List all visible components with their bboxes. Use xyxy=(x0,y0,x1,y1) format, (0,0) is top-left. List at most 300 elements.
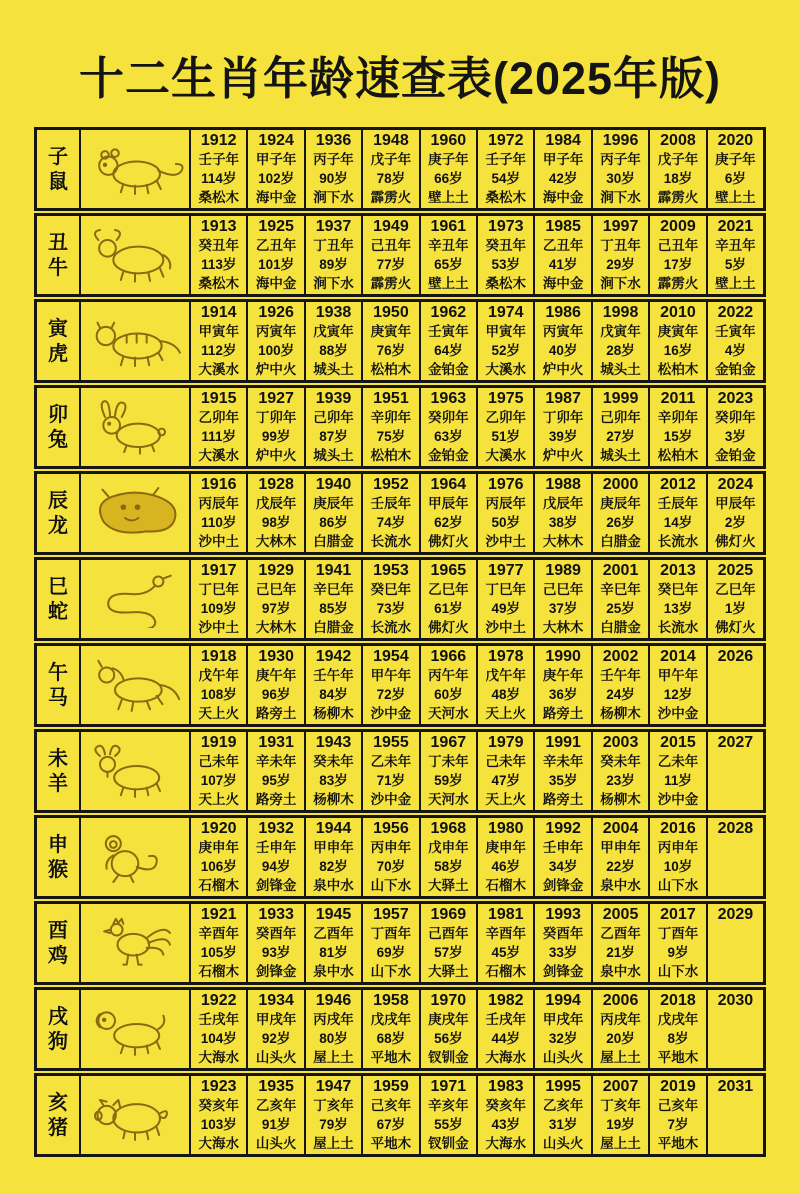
age-value: 105岁 xyxy=(200,945,237,960)
ganzhi-year-label: 辛巳年 xyxy=(600,582,641,597)
year-value: 2002 xyxy=(602,648,639,665)
age-value: 20岁 xyxy=(606,1031,635,1046)
year-value: 1961 xyxy=(430,218,467,235)
year-value: 1978 xyxy=(487,648,524,665)
year-value: 1982 xyxy=(487,992,524,1009)
zodiac-branch-char: 亥 xyxy=(48,1091,68,1114)
year-cell xyxy=(191,474,248,552)
year-cell xyxy=(535,560,592,638)
age-value: 62岁 xyxy=(434,515,463,530)
nayin-element-label: 霹雳火 xyxy=(370,276,412,291)
year-value: 1950 xyxy=(373,304,409,321)
year-value: 1949 xyxy=(373,218,409,235)
year-cell xyxy=(478,1076,535,1154)
zodiac-name-label xyxy=(37,216,81,294)
nayin-element-label: 白腊金 xyxy=(313,620,354,635)
nayin-element-label: 壁上土 xyxy=(428,276,469,291)
age-value: 80岁 xyxy=(319,1031,348,1046)
age-value: 29岁 xyxy=(606,257,635,272)
nayin-element-label: 石榴木 xyxy=(198,878,239,893)
nayin-element-label: 城头土 xyxy=(600,362,641,377)
zodiac-name-label xyxy=(37,560,81,638)
age-value: 39岁 xyxy=(548,429,578,444)
nayin-element-label: 天上火 xyxy=(485,792,526,807)
nayin-element-label: 沙中金 xyxy=(370,792,412,807)
age-value: 37岁 xyxy=(548,601,578,616)
year-cell xyxy=(535,1076,592,1154)
age-value: 1岁 xyxy=(724,601,746,616)
year-cell xyxy=(191,130,248,208)
nayin-element-label: 壁上土 xyxy=(428,190,469,205)
year-value: 2003 xyxy=(602,734,639,751)
ganzhi-year-label: 甲寅年 xyxy=(198,324,239,339)
ganzhi-year-label: 甲子年 xyxy=(542,152,584,167)
nayin-element-label: 海中金 xyxy=(542,190,584,205)
age-value: 92岁 xyxy=(261,1031,291,1046)
year-value: 1999 xyxy=(602,390,639,407)
year-value: 1916 xyxy=(200,476,237,493)
year-value: 1913 xyxy=(200,218,237,235)
age-value: 55岁 xyxy=(434,1117,463,1132)
year-value: 1963 xyxy=(430,390,467,407)
zodiac-animal-char: 狗 xyxy=(48,1030,68,1053)
ganzhi-year-label: 己丑年 xyxy=(657,238,699,253)
nayin-element-label: 天上火 xyxy=(485,706,526,721)
nayin-element-label: 涧下水 xyxy=(313,276,354,291)
year-cell xyxy=(191,732,248,810)
year-value: 1973 xyxy=(487,218,524,235)
age-value: 41岁 xyxy=(548,257,578,272)
nayin-element-label: 山下水 xyxy=(657,878,699,893)
nayin-element-label: 沙中土 xyxy=(198,534,239,549)
ganzhi-year-label: 辛卯年 xyxy=(370,410,412,425)
nayin-element-label: 杨柳木 xyxy=(600,792,641,807)
year-value: 2005 xyxy=(602,906,639,923)
ganzhi-year-label: 庚寅年 xyxy=(657,324,699,339)
year-value: 1953 xyxy=(373,562,409,579)
age-value: 33岁 xyxy=(548,945,578,960)
year-value: 1962 xyxy=(430,304,467,321)
nayin-element-label: 平地木 xyxy=(657,1050,699,1065)
year-cell xyxy=(650,646,707,724)
zodiac-row xyxy=(34,213,766,297)
age-value: 112岁 xyxy=(201,343,237,358)
year-value: 1984 xyxy=(545,132,581,149)
zodiac-branch-char: 午 xyxy=(48,661,68,684)
year-cell xyxy=(191,302,248,380)
year-cell xyxy=(708,388,763,466)
tiger-icon xyxy=(81,302,191,380)
year-value: 1912 xyxy=(200,132,237,149)
ganzhi-year-label: 乙酉年 xyxy=(600,926,641,941)
year-cell xyxy=(363,388,420,466)
ganzhi-year-label: 癸未年 xyxy=(600,754,641,769)
age-value: 38岁 xyxy=(548,515,578,530)
year-cell xyxy=(306,130,363,208)
year-cell xyxy=(708,560,763,638)
year-cell xyxy=(248,1076,305,1154)
year-cell xyxy=(421,474,478,552)
ganzhi-year-label: 戊戌年 xyxy=(370,1012,412,1027)
age-value: 67岁 xyxy=(376,1117,406,1132)
ganzhi-year-label: 甲申年 xyxy=(600,840,641,855)
zodiac-animal-char: 猪 xyxy=(48,1116,68,1139)
nayin-element-label: 海中金 xyxy=(542,276,584,291)
zodiac-name-label xyxy=(37,474,81,552)
ganzhi-year-label: 甲寅年 xyxy=(485,324,526,339)
ganzhi-year-label: 丁亥年 xyxy=(313,1098,354,1113)
year-cell xyxy=(535,732,592,810)
nayin-element-label: 佛灯火 xyxy=(715,534,756,549)
year-cell xyxy=(306,1076,363,1154)
year-cell xyxy=(650,302,707,380)
year-cell xyxy=(708,216,763,294)
age-value: 4岁 xyxy=(724,343,746,358)
year-value: 1935 xyxy=(258,1078,294,1095)
age-value: 23岁 xyxy=(606,773,635,788)
year-cell xyxy=(708,474,763,552)
age-value: 58岁 xyxy=(434,859,463,874)
year-value: 2011 xyxy=(660,390,696,407)
year-value: 1965 xyxy=(430,562,467,579)
age-value: 49岁 xyxy=(491,601,520,616)
year-cell xyxy=(708,818,763,896)
zodiac-animal-char: 羊 xyxy=(48,772,68,795)
year-value: 2010 xyxy=(660,304,696,321)
nayin-element-label: 平地木 xyxy=(370,1136,412,1151)
year-cell xyxy=(593,990,650,1068)
year-cell xyxy=(593,732,650,810)
page-title: 十二生肖年龄速查表(2025年版) xyxy=(78,53,722,104)
age-value: 110岁 xyxy=(201,515,237,530)
age-value: 98岁 xyxy=(261,515,291,530)
year-value: 1986 xyxy=(545,304,581,321)
ganzhi-year-label: 庚辰年 xyxy=(600,496,641,511)
nayin-element-label: 金铂金 xyxy=(715,362,756,377)
zodiac-animal-char: 马 xyxy=(48,686,68,709)
year-value: 1970 xyxy=(430,992,467,1009)
year-value: 1930 xyxy=(258,648,294,665)
nayin-element-label: 金铂金 xyxy=(428,448,469,463)
year-value: 1996 xyxy=(602,132,639,149)
nayin-element-label: 沙中土 xyxy=(485,620,526,635)
nayin-element-label: 松柏木 xyxy=(657,362,699,377)
nayin-element-label: 长流水 xyxy=(657,620,699,635)
age-value: 100岁 xyxy=(258,343,295,358)
age-value: 11岁 xyxy=(664,773,692,788)
nayin-element-label: 长流水 xyxy=(370,534,412,549)
ganzhi-year-label: 癸巳年 xyxy=(657,582,699,597)
year-cell xyxy=(306,302,363,380)
year-cell xyxy=(535,302,592,380)
year-value: 1927 xyxy=(258,390,294,407)
nayin-element-label: 沙中土 xyxy=(485,534,526,549)
age-value: 76岁 xyxy=(376,343,406,358)
ganzhi-year-label: 乙丑年 xyxy=(255,238,297,253)
zodiac-animal-char: 牛 xyxy=(48,256,68,279)
age-value: 53岁 xyxy=(491,257,520,272)
year-cell xyxy=(478,732,535,810)
nayin-element-label: 金铂金 xyxy=(715,448,756,463)
year-cell xyxy=(363,474,420,552)
year-cell xyxy=(535,216,592,294)
zodiac-animal-char: 龙 xyxy=(48,514,68,537)
year-cell xyxy=(191,904,248,982)
year-cells xyxy=(191,818,763,896)
nayin-element-label: 桑松木 xyxy=(198,190,239,205)
zodiac-branch-char: 辰 xyxy=(48,489,68,512)
ganzhi-year-label: 癸丑年 xyxy=(485,238,526,253)
ganzhi-year-label: 庚寅年 xyxy=(370,324,412,339)
age-value: 101岁 xyxy=(258,257,295,272)
age-value: 66岁 xyxy=(434,171,463,186)
nayin-element-label: 金铂金 xyxy=(428,362,469,377)
age-value: 32岁 xyxy=(548,1031,578,1046)
year-value: 1975 xyxy=(487,390,524,407)
ganzhi-year-label: 乙未年 xyxy=(370,754,412,769)
age-value: 73岁 xyxy=(376,601,406,616)
age-value: 12岁 xyxy=(663,687,693,702)
year-cell xyxy=(363,646,420,724)
ganzhi-year-label: 己亥年 xyxy=(657,1098,699,1113)
ganzhi-year-label: 壬申年 xyxy=(255,840,297,855)
nayin-element-label: 钗钏金 xyxy=(428,1050,469,1065)
zodiac-row xyxy=(34,557,766,641)
ganzhi-year-label: 丙申年 xyxy=(370,840,412,855)
ganzhi-year-label: 戊辰年 xyxy=(542,496,584,511)
age-value: 22岁 xyxy=(606,859,635,874)
age-value: 95岁 xyxy=(261,773,291,788)
age-value: 91岁 xyxy=(261,1117,291,1132)
year-value: 1981 xyxy=(487,906,524,923)
nayin-element-label: 剑锋金 xyxy=(255,878,297,893)
nayin-element-label: 石榴木 xyxy=(485,964,526,979)
year-cell xyxy=(478,818,535,896)
ganzhi-year-label: 丙子年 xyxy=(313,152,354,167)
year-value: 2018 xyxy=(660,992,696,1009)
age-value: 99岁 xyxy=(261,429,291,444)
ganzhi-year-label: 己酉年 xyxy=(428,926,469,941)
year-cell xyxy=(248,388,305,466)
zodiac-row xyxy=(34,385,766,469)
nayin-element-label: 泉中水 xyxy=(600,878,641,893)
nayin-element-label: 杨柳木 xyxy=(313,706,354,721)
age-value: 10岁 xyxy=(663,859,693,874)
year-cell xyxy=(593,216,650,294)
age-value: 88岁 xyxy=(319,343,348,358)
nayin-element-label: 长流水 xyxy=(657,534,699,549)
year-value: 1937 xyxy=(315,218,352,235)
year-value: 1972 xyxy=(487,132,524,149)
year-value: 1952 xyxy=(373,476,409,493)
age-value: 51岁 xyxy=(491,429,520,444)
age-value: 2岁 xyxy=(724,515,746,530)
year-value: 1979 xyxy=(487,734,524,751)
age-value: 27岁 xyxy=(606,429,635,444)
ganzhi-year-label: 丙午年 xyxy=(428,668,469,683)
year-value: 1945 xyxy=(315,906,352,923)
nayin-element-label: 大林木 xyxy=(255,534,297,549)
zodiac-branch-char: 寅 xyxy=(48,317,68,340)
year-cell xyxy=(535,130,592,208)
year-cell xyxy=(650,904,707,982)
year-value: 2027 xyxy=(717,734,754,751)
nayin-element-label: 霹雳火 xyxy=(370,190,412,205)
year-value: 2031 xyxy=(717,1078,754,1095)
nayin-element-label: 山下水 xyxy=(370,964,412,979)
ganzhi-year-label: 己卯年 xyxy=(600,410,641,425)
ganzhi-year-label: 戊申年 xyxy=(428,840,469,855)
ox-icon xyxy=(81,216,191,294)
year-cell xyxy=(248,474,305,552)
age-value: 79岁 xyxy=(319,1117,348,1132)
year-cell xyxy=(248,302,305,380)
year-value: 1992 xyxy=(545,820,581,837)
zodiac-row xyxy=(34,815,766,899)
age-value: 9岁 xyxy=(667,945,689,960)
year-cells xyxy=(191,904,763,982)
ganzhi-year-label: 壬子年 xyxy=(485,152,526,167)
zodiac-row xyxy=(34,987,766,1071)
age-value: 63岁 xyxy=(434,429,463,444)
nayin-element-label: 杨柳木 xyxy=(600,706,641,721)
ganzhi-year-label: 丁酉年 xyxy=(370,926,412,941)
nayin-element-label: 路旁土 xyxy=(542,792,584,807)
year-cells xyxy=(191,474,763,552)
nayin-element-label: 天河水 xyxy=(428,706,469,721)
year-value: 1939 xyxy=(315,390,352,407)
ganzhi-year-label: 丁丑年 xyxy=(313,238,354,253)
year-cell xyxy=(478,904,535,982)
year-value: 1921 xyxy=(200,906,237,923)
age-value: 56岁 xyxy=(434,1031,463,1046)
nayin-element-label: 大海水 xyxy=(198,1050,239,1065)
zodiac-branch-char: 未 xyxy=(48,747,68,770)
ganzhi-year-label: 乙酉年 xyxy=(313,926,354,941)
ganzhi-year-label: 壬申年 xyxy=(542,840,584,855)
year-value: 2024 xyxy=(717,476,754,493)
year-value: 1920 xyxy=(200,820,237,837)
nayin-element-label: 壁上土 xyxy=(715,190,756,205)
year-cell xyxy=(306,732,363,810)
year-value: 1917 xyxy=(200,562,237,579)
year-cell xyxy=(708,732,763,810)
age-value: 8岁 xyxy=(667,1031,689,1046)
year-value: 1914 xyxy=(200,304,237,321)
snake-icon xyxy=(81,560,191,638)
nayin-element-label: 大溪水 xyxy=(198,448,239,463)
rooster-icon xyxy=(81,904,191,982)
year-value: 1983 xyxy=(487,1078,524,1095)
ganzhi-year-label: 丙子年 xyxy=(600,152,641,167)
nayin-element-label: 路旁土 xyxy=(542,706,584,721)
year-cell xyxy=(363,216,420,294)
age-value: 26岁 xyxy=(606,515,635,530)
year-value: 1933 xyxy=(258,906,294,923)
age-value: 3岁 xyxy=(724,429,746,444)
ganzhi-year-label: 壬子年 xyxy=(198,152,239,167)
ganzhi-year-label: 丙戌年 xyxy=(600,1012,641,1027)
year-cell xyxy=(478,646,535,724)
nayin-element-label: 沙中土 xyxy=(198,620,239,635)
nayin-element-label: 大溪水 xyxy=(485,362,526,377)
year-value: 1936 xyxy=(315,132,352,149)
ganzhi-year-label: 癸酉年 xyxy=(255,926,297,941)
age-value: 5岁 xyxy=(724,257,746,272)
year-value: 1941 xyxy=(315,562,352,579)
age-value: 106岁 xyxy=(200,859,237,874)
ganzhi-year-label: 戊辰年 xyxy=(255,496,297,511)
ganzhi-year-label: 庚午年 xyxy=(255,668,297,683)
ganzhi-year-label: 壬辰年 xyxy=(370,496,412,511)
year-cell xyxy=(478,990,535,1068)
nayin-element-label: 城头土 xyxy=(600,448,641,463)
year-value: 1993 xyxy=(545,906,581,923)
year-cells xyxy=(191,388,763,466)
ganzhi-year-label: 壬寅年 xyxy=(715,324,756,339)
ganzhi-year-label: 丁酉年 xyxy=(657,926,699,941)
year-value: 2016 xyxy=(660,820,696,837)
zodiac-animal-char: 鸡 xyxy=(48,944,68,967)
ganzhi-year-label: 丁巳年 xyxy=(198,582,239,597)
year-value: 1919 xyxy=(200,734,237,751)
year-value: 1940 xyxy=(315,476,352,493)
year-value: 1951 xyxy=(373,390,409,407)
age-value: 102岁 xyxy=(258,171,295,186)
zodiac-row xyxy=(34,471,766,555)
nayin-element-label: 大海水 xyxy=(485,1136,526,1151)
age-value: 57岁 xyxy=(434,945,463,960)
age-value: 18岁 xyxy=(663,171,693,186)
nayin-element-label: 大林木 xyxy=(255,620,297,635)
year-cell xyxy=(306,818,363,896)
age-value: 104岁 xyxy=(200,1031,237,1046)
ganzhi-year-label: 戊寅年 xyxy=(313,324,354,339)
year-cell xyxy=(535,990,592,1068)
year-cell xyxy=(421,388,478,466)
year-cell xyxy=(306,474,363,552)
age-value: 14岁 xyxy=(663,515,693,530)
year-value: 1915 xyxy=(200,390,237,407)
nayin-element-label: 杨柳木 xyxy=(313,792,354,807)
nayin-element-label: 屋上土 xyxy=(313,1136,354,1151)
ganzhi-year-label: 壬辰年 xyxy=(657,496,699,511)
year-value: 2000 xyxy=(602,476,639,493)
year-cell xyxy=(191,818,248,896)
year-cell xyxy=(593,560,650,638)
ganzhi-year-label: 辛酉年 xyxy=(198,926,239,941)
year-cell xyxy=(650,1076,707,1154)
age-value: 87岁 xyxy=(319,429,348,444)
age-value: 81岁 xyxy=(319,945,348,960)
zodiac-name-label xyxy=(37,732,81,810)
nayin-element-label: 城头土 xyxy=(313,448,354,463)
age-value: 75岁 xyxy=(376,429,406,444)
ganzhi-year-label: 癸巳年 xyxy=(370,582,412,597)
age-value: 111岁 xyxy=(201,429,236,444)
age-value: 97岁 xyxy=(261,601,291,616)
nayin-element-label: 海中金 xyxy=(255,190,297,205)
year-cell xyxy=(191,216,248,294)
nayin-element-label: 炉中火 xyxy=(255,448,297,463)
year-value: 1958 xyxy=(373,992,409,1009)
year-cell xyxy=(593,904,650,982)
year-value: 2022 xyxy=(717,304,754,321)
year-cell xyxy=(248,732,305,810)
age-value: 42岁 xyxy=(548,171,578,186)
nayin-element-label: 剑锋金 xyxy=(255,964,297,979)
year-cell xyxy=(248,560,305,638)
